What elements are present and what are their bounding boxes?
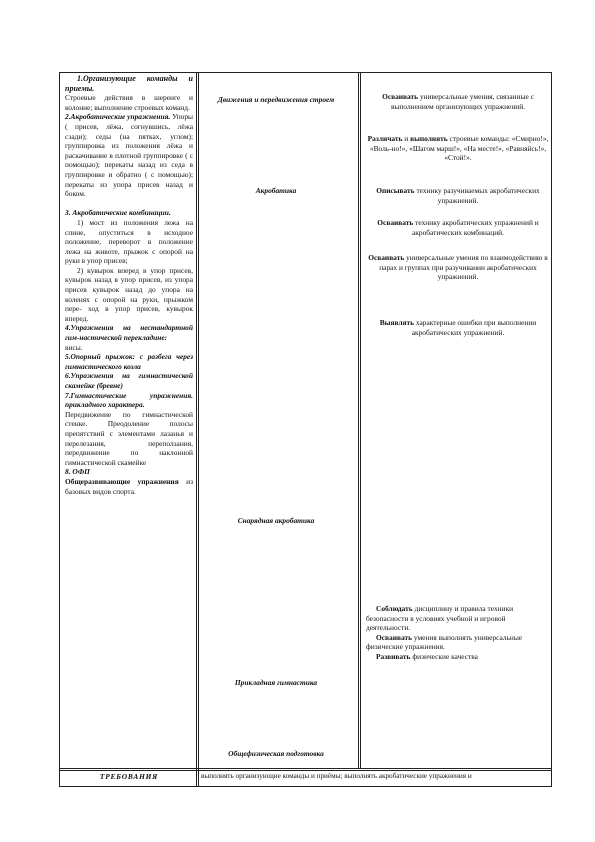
activity-block-7 <box>366 604 550 662</box>
topic-apparatus-acrobatics: Снарядная акробатика <box>237 516 315 525</box>
section-bar-title: 4.Упражнения на нестандартной гим-настической перекладине: <box>65 323 193 343</box>
section-organizing-title: 1.Организующие команды и приемы. <box>65 74 193 93</box>
activity-text: характерные ошибки при выполнении акробатических упражнений. <box>411 318 537 337</box>
footer-top-border <box>59 768 552 769</box>
activity-connector: и <box>404 134 409 143</box>
activity-text: универсальные умения, связанные с выполнением организующих упражнений. <box>390 92 534 111</box>
section-vault-title: 5.Опорный прыжок: с разбега через гимнастического козла <box>65 352 193 371</box>
activity-verb: Осваивать <box>376 632 413 642</box>
activity-block-6 <box>366 318 550 337</box>
column-divider-2 <box>358 72 359 768</box>
section-applied-text: Передвижение по гимнастической стенке. Преодоление полосы препятствий с элементами лазанья и перелезания, переползания, передвижение по наклонной гимнастической скамейке <box>65 409 193 467</box>
activity-text: строевые команды: «Смирно!», «Воль-но!», «Шагом марш!», «На месте!», «Равняйсь!», «Стой!». <box>369 134 549 163</box>
section-applied-title: 7.Гимнастические упражнения. прикладного характера. <box>65 390 193 410</box>
table-left-border <box>59 72 60 786</box>
footer-top-border-2 <box>59 770 552 771</box>
topic-applied-gymnastics: Прикладная гимнастика <box>234 678 318 687</box>
activity-verb: Осваивать <box>382 92 419 101</box>
activity-verb: Осваивать <box>377 218 414 227</box>
table-top-border <box>59 72 552 73</box>
column-divider-2b <box>360 72 361 768</box>
activity-block-3 <box>366 186 550 205</box>
section-organizing-text: Строевые действия в шеренге и колонне; выполнение строевых команд. <box>65 93 193 112</box>
activity-block-1 <box>366 92 550 111</box>
section-bench-title: 6.Упражнения на гимнастической скамейке (бревне) <box>65 371 193 390</box>
section-acrobatic-text: Упоры ( присев, лёжа, согнувшись, лёжа сзади); седы (на пятках, углом); группировка из положения лёжа и раскачивание в плотной группировке ( с помощью); перекаты назад из седа в группировке и обратно ( с помощью); перекаты из упора присев назад и боком. <box>65 112 194 199</box>
section-ofp-title: 8. ОФП <box>65 467 90 477</box>
section-bar-text: висы. <box>65 342 83 352</box>
section-ofp-subtitle: Общеразвивающие упражнения <box>65 476 179 486</box>
activity-block-5 <box>366 253 550 282</box>
activity-verb: Развивать <box>376 651 411 661</box>
topic-acrobatics: Акробатика <box>255 186 297 195</box>
topic-general-physical: Общефизическая подготовка <box>228 749 324 758</box>
activity-verb: Различать <box>367 134 403 143</box>
requirements-label: ТРЕБОВАНИЯ <box>99 772 159 781</box>
combination-1-text: 1) мост из положения лежа на спине, опуститься в исходное положение, переворот в положение лежа на животе, прыжок с опорой на руки в упор присев; <box>65 217 193 266</box>
topic-formation: Движения и передвижения строем <box>217 95 335 104</box>
activity-text: умения выполнять универсальные физические упражнения. <box>366 632 523 652</box>
activity-verb: Соблюдать <box>376 604 413 613</box>
footer-bottom-border <box>59 786 552 787</box>
section-acrobatic-title: 2.Акробатические упражнения. <box>65 112 171 122</box>
activity-verb: Выявлять <box>379 318 415 327</box>
activity-text: технику акробатических упражнений и акробатических комбинаций. <box>412 218 539 237</box>
combination-2-text: 2) кувырок вперед в упор присев, кувырок назад в упор присев, из упора присев кувырок назад до упора на коленях с опорой на руки, прыжком пере- ход в упор присев, кувырок вперед. <box>65 265 193 323</box>
activity-text: физические качества <box>412 651 478 661</box>
activity-verb: Описывать <box>376 186 415 195</box>
table-right-border <box>551 72 552 786</box>
section-combinations-title: 3. Акробатические комбинации. <box>65 208 171 218</box>
activity-text: дисциплину и правила техники безопасности в условиях учебной и игровой деятельности. <box>366 604 514 633</box>
activity-text: технику разучиваемых акробатических упражнений. <box>416 186 540 205</box>
activity-text: универсальные умения по взаимодействию в парах и группах при разучивании акробатических упражнений. <box>379 253 548 282</box>
activity-verb: выполнять <box>410 134 448 143</box>
activity-block-2 <box>366 134 550 163</box>
activity-block-4 <box>366 218 550 237</box>
requirements-text: выполнять организующие команды и приёмы; выполнять акробатические упражнения и <box>201 772 472 780</box>
section-ofp-text: из базовых видов спорта. <box>65 476 193 496</box>
content-column <box>65 74 193 496</box>
activity-verb: Осваивать <box>368 253 405 262</box>
